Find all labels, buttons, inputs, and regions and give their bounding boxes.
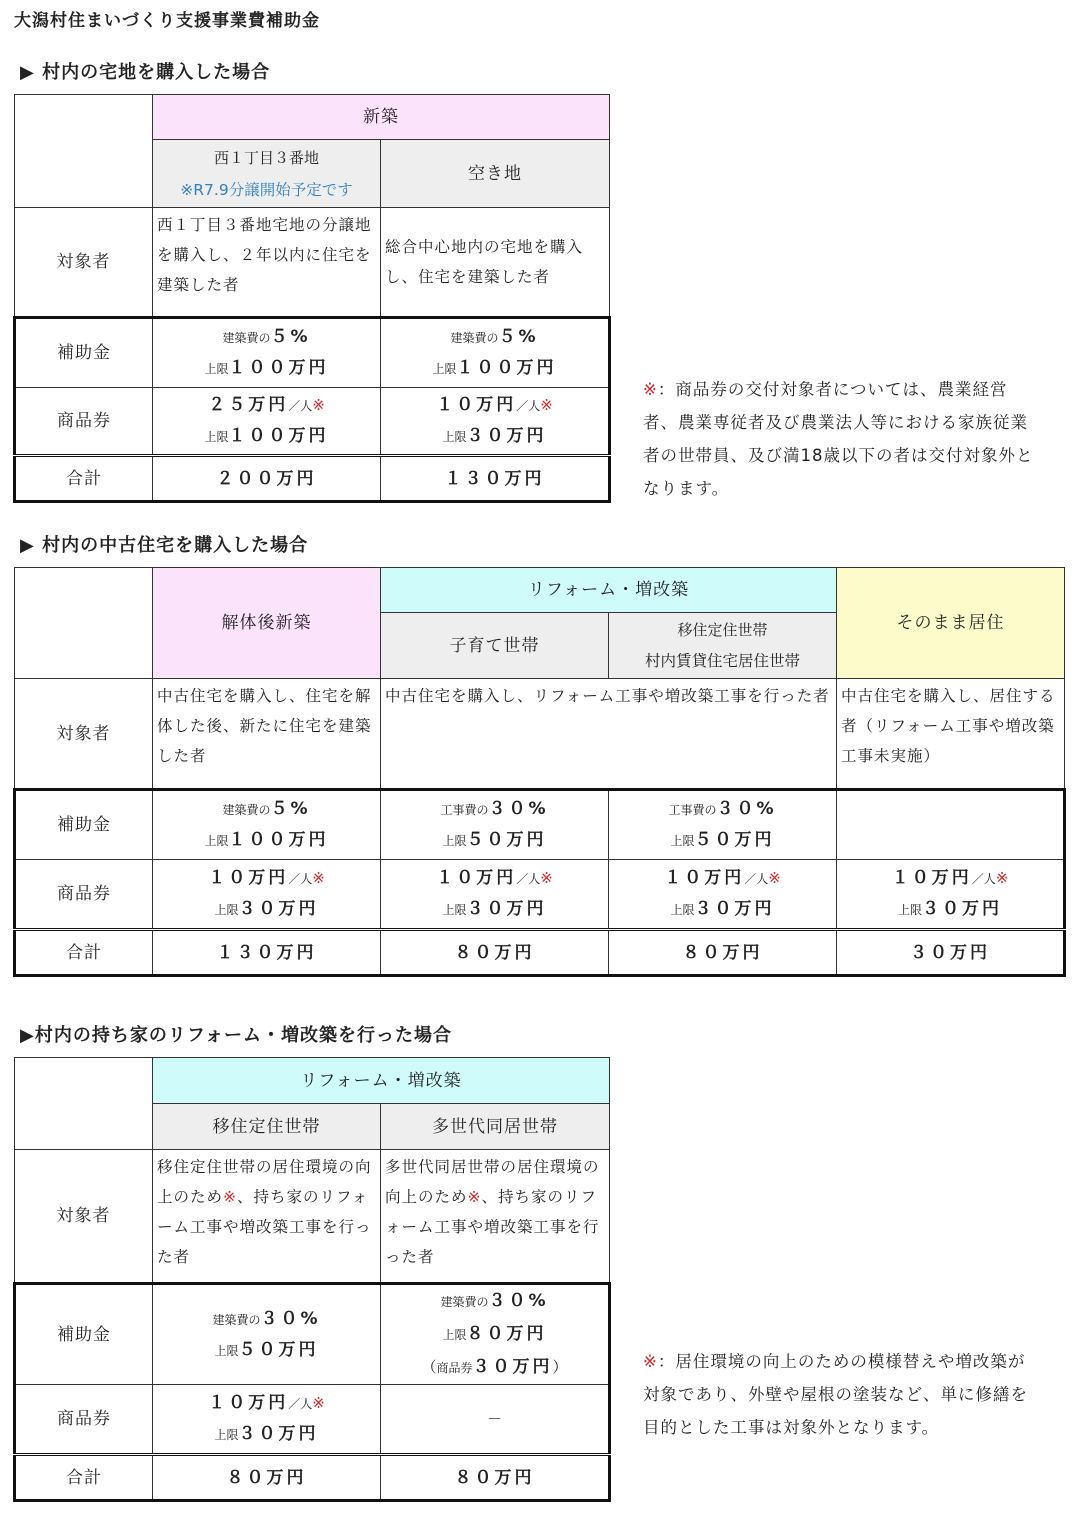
s2-subsidy-col4	[837, 790, 1065, 860]
s1-subsidy-col2: 建築費の５% 上限１００万円	[381, 318, 610, 388]
s1-row-subsidy-label: 補助金	[15, 318, 153, 388]
s1-voucher-col1-mark: ※	[312, 396, 325, 414]
s2-col1-header: 解体後新築	[153, 568, 381, 679]
s3-row-total-label: 合計	[15, 1455, 153, 1501]
s2-total-col3: ８０万円	[609, 930, 837, 976]
s2-total-col1: １３０万円	[153, 930, 381, 976]
s3-voucher-col1: １０万円／人※ 上限３０万円	[153, 1385, 381, 1455]
s1-note-mark: ※	[643, 380, 658, 399]
s2-row-voucher-label: 商品券	[15, 860, 153, 930]
section1-heading: ▶ 村内の宅地を購入した場合	[20, 62, 271, 83]
s1-row-voucher-label: 商品券	[15, 388, 153, 456]
s2-subsidy-col2: 工事費の３０% 上限５０万円	[381, 790, 609, 860]
s2-row-subsidy-label: 補助金	[15, 790, 153, 860]
s2-total-col4: ３０万円	[837, 930, 1065, 976]
s1-row-total-label: 合計	[15, 456, 153, 502]
s2-row-total-label: 合計	[15, 930, 153, 976]
s2-subsidy-col3: 工事費の３０% 上限５０万円	[609, 790, 837, 860]
s2-col2-header: 子育て世帯	[381, 613, 609, 679]
s1-corner-cell	[15, 95, 153, 208]
s1-note: ※：商品券の交付対象者については、農業経営者、農業専従者及び農業法人等における家族従業者の世帯員、及び満18歳以下の者は交付対象外となります。	[643, 380, 1034, 498]
s1-col1-header	[153, 140, 381, 208]
section2-table	[13, 567, 1066, 977]
s1-group-header: 新築	[153, 95, 610, 140]
s3-voucher-col2: －	[381, 1385, 610, 1455]
s1-target-col2: 総合中心地内の宅地を購入し、住宅を建築した者	[381, 208, 610, 318]
s1-col2-header: 空き地	[381, 140, 610, 208]
s1-voucher-col2-mark: ※	[540, 396, 553, 414]
s3-row-target-label: 対象者	[15, 1150, 153, 1284]
s3-row-voucher-label: 商品券	[15, 1385, 153, 1455]
s2-voucher-col4: １０万円／人※ 上限３０万円	[837, 860, 1065, 930]
s1-target-col1: 西１丁目３番地宅地の分譲地を購入し、２年以内に住宅を建築した者	[153, 208, 381, 318]
s2-target-col1: 中古住宅を購入し、住宅を解体した後、新たに住宅を建築した者	[153, 679, 381, 790]
s3-group-header: リフォーム・増改築	[153, 1058, 610, 1104]
section2-heading: ▶ 村内の中古住宅を購入した場合	[20, 535, 309, 556]
s1-col1-header-line1: 西１丁目３番地	[213, 148, 319, 167]
s1-total-col1: ２００万円	[153, 456, 381, 502]
s3-total-col2: ８０万円	[381, 1455, 610, 1501]
s3-subsidy-col1: 建築費の３０% 上限５０万円	[153, 1284, 381, 1385]
s3-note: ※：居住環境の向上のための模様替えや増改築が対象であり、外壁や屋根の塗装など、単に修繕を目的とした工事は対象外となります。	[643, 1352, 1028, 1437]
s2-corner-cell	[15, 568, 153, 679]
s2-target-col23: 中古住宅を購入し、リフォーム工事や増改築工事を行った者	[381, 679, 837, 790]
s1-col1-header-note: ※R7.9分譲開始予定です	[180, 180, 353, 199]
s2-col4-header: そのまま居住	[837, 568, 1065, 679]
s2-subsidy-col1: 建築費の５% 上限１００万円	[153, 790, 381, 860]
s2-voucher-col1: １０万円／人※ 上限３０万円	[153, 860, 381, 930]
s3-col2-header: 多世代同居世帯	[381, 1104, 610, 1150]
s2-voucher-col2: １０万円／人※ 上限３０万円	[381, 860, 609, 930]
s2-group-header: リフォーム・増改築	[381, 568, 837, 613]
s3-subsidy-col2: 建築費の３０% 上限８０万円 （商品券３０万円）	[381, 1284, 610, 1385]
s3-corner-cell	[15, 1058, 153, 1150]
section1-table	[13, 94, 611, 503]
s2-voucher-col3: １０万円／人※ 上限３０万円	[609, 860, 837, 930]
s3-target-col1: 移住定住世帯の居住環境の向上のため※、持ち家のリフォーム工事や増改築工事を行った者	[153, 1150, 381, 1284]
s2-row-target-label: 対象者	[15, 679, 153, 790]
s2-total-col2: ８０万円	[381, 930, 609, 976]
s3-target-col2: 多世代同居世帯の居住環境の向上のため※、持ち家のリフォーム工事や増改築工事を行った者	[381, 1150, 610, 1284]
s1-row-target-label: 対象者	[15, 208, 153, 318]
s2-target-col4: 中古住宅を購入し、居住する者（リフォーム工事や増改築工事未実施）	[837, 679, 1065, 790]
s3-row-subsidy-label: 補助金	[15, 1284, 153, 1385]
document-title: 大潟村住まいづくり支援事業費補助金	[14, 11, 320, 31]
s3-col1-header: 移住定住世帯	[153, 1104, 381, 1150]
s3-note-mark: ※	[643, 1352, 658, 1371]
s1-total-col2: １３０万円	[381, 456, 610, 502]
s3-total-col1: ８０万円	[153, 1455, 381, 1501]
s1-voucher-col2: １０万円／人※ 上限３０万円	[381, 388, 610, 456]
s1-voucher-col1: ２５万円／人※ 上限１００万円	[153, 388, 381, 456]
s1-subsidy-col1: 建築費の５% 上限１００万円	[153, 318, 381, 388]
section3-table	[13, 1057, 611, 1502]
s2-col3-header: 移住定住世帯 村内賃貸住宅居住世帯	[609, 613, 837, 679]
section3-heading: ▶村内の持ち家のリフォーム・増改築を行った場合	[20, 1025, 452, 1046]
